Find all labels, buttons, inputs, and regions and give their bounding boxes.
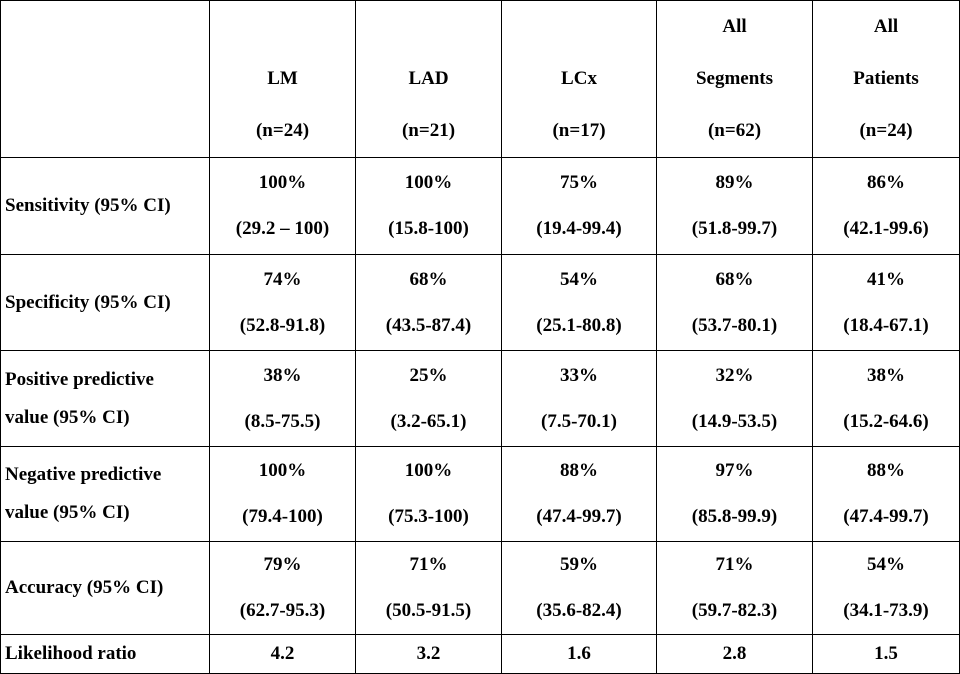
- table-cell: [813, 351, 960, 447]
- cell-value: 100%: [404, 172, 453, 193]
- cell-value: 71%: [715, 554, 754, 575]
- cell-value: 71%: [409, 554, 448, 575]
- table-cell: [657, 351, 813, 447]
- row-label-line: Positive predictive: [5, 368, 154, 390]
- table-cell: [356, 255, 502, 351]
- table-cell: [813, 255, 960, 351]
- likelihood-value: 1.6: [502, 635, 657, 674]
- table-cell: [657, 158, 813, 255]
- column-header-line: [502, 1, 656, 53]
- row-label-likelihood: Likelihood ratio: [1, 635, 210, 674]
- cell-value: 89%: [715, 172, 754, 193]
- column-header-line: Patients: [853, 68, 919, 89]
- table-cell: [813, 158, 960, 255]
- likelihood-value: 4.2: [210, 635, 356, 674]
- cell-ci: (15.8-100): [388, 218, 469, 239]
- row-label-line: Sensitivity (95% CI): [5, 195, 171, 216]
- table-row-likelihood: [1, 635, 960, 674]
- cell-ci: (53.7-80.1): [691, 314, 778, 336]
- table-cell: [502, 351, 657, 447]
- table-row: [1, 351, 960, 447]
- cell-value: 88%: [560, 460, 598, 481]
- table-cell: [502, 447, 657, 542]
- likelihood-value: 3.2: [356, 635, 502, 674]
- cell-ci: (18.4-67.1): [843, 314, 929, 336]
- column-header-line: (n=62): [707, 120, 762, 141]
- row-label-ppv: [1, 351, 210, 447]
- cell-ci: (75.3-100): [388, 506, 469, 527]
- row-label-line: value (95% CI): [5, 406, 130, 428]
- column-header-line: [356, 1, 501, 53]
- cell-ci: (19.4-99.4): [536, 218, 622, 239]
- table-cell: [356, 158, 502, 255]
- row-label-line: Accuracy (95% CI): [5, 577, 164, 598]
- table-row: [1, 447, 960, 542]
- cell-value: 88%: [867, 460, 905, 481]
- column-header-line: LCx: [561, 68, 597, 89]
- column-header-line: (n=17): [552, 120, 606, 141]
- cell-ci: (85.8-99.9): [691, 506, 778, 527]
- cell-ci: (59.7-82.3): [691, 600, 778, 621]
- cell-value: 68%: [715, 268, 754, 290]
- table-cell: [502, 158, 657, 255]
- cell-ci: (35.6-82.4): [536, 600, 622, 621]
- cell-value: 33%: [560, 364, 598, 386]
- likelihood-value: 2.8: [657, 635, 813, 674]
- table-row: [1, 158, 960, 255]
- likelihood-value: 1.5: [813, 635, 960, 674]
- column-header-line: (n=24): [255, 120, 310, 141]
- row-label-line: Specificity (95% CI): [5, 291, 171, 313]
- table-cell: [657, 447, 813, 542]
- cell-ci: (42.1-99.6): [843, 218, 929, 239]
- corner-cell: [1, 1, 210, 158]
- cell-value: 54%: [560, 268, 598, 290]
- table-cell: [210, 542, 356, 635]
- cell-ci: (50.5-91.5): [385, 600, 472, 621]
- table-cell: [356, 447, 502, 542]
- table-cell: [657, 255, 813, 351]
- table-cell: [356, 351, 502, 447]
- row-label-npv: [1, 447, 210, 542]
- cell-ci: (7.5-70.1): [541, 410, 617, 432]
- cell-ci: (47.4-99.7): [536, 506, 622, 527]
- cell-value: 79%: [263, 554, 302, 575]
- cell-value: 25%: [409, 364, 448, 386]
- row-label-sensitivity: [1, 158, 210, 255]
- cell-ci: (62.7-95.3): [239, 600, 326, 621]
- cell-value: 68%: [409, 268, 448, 290]
- header-row: [1, 1, 960, 158]
- column-header-line: All: [722, 16, 747, 37]
- cell-ci: (52.8-91.8): [239, 314, 326, 336]
- table-cell: [502, 542, 657, 635]
- cell-value: 100%: [404, 460, 453, 481]
- row-label-specificity: [1, 255, 210, 351]
- cell-value: 100%: [258, 460, 307, 481]
- cell-ci: (51.8-99.7): [691, 218, 778, 239]
- table-cell: [813, 542, 960, 635]
- table-row: [1, 542, 960, 635]
- cell-value: 59%: [560, 554, 598, 575]
- cell-value: 100%: [258, 172, 307, 193]
- table-cell: [210, 255, 356, 351]
- cell-ci: (3.2-65.1): [390, 410, 467, 432]
- table-cell: [356, 542, 502, 635]
- cell-ci: (14.9-53.5): [691, 410, 778, 432]
- table-cell: [210, 447, 356, 542]
- cell-ci: (29.2 – 100): [235, 218, 330, 239]
- table-cell: [210, 158, 356, 255]
- table-cell: [502, 255, 657, 351]
- row-label-line: value (95% CI): [5, 502, 130, 523]
- row-label-accuracy: [1, 542, 210, 635]
- cell-value: 75%: [560, 172, 598, 193]
- column-header-line: (n=21): [401, 120, 456, 141]
- table-cell: [210, 351, 356, 447]
- column-header-line: Segments: [695, 68, 774, 89]
- column-header-line: All: [873, 16, 899, 37]
- column-header-lcx: [502, 1, 657, 158]
- table-row: [1, 255, 960, 351]
- cell-value: 32%: [715, 364, 754, 386]
- cell-value: 41%: [867, 268, 905, 290]
- cell-value: 54%: [867, 554, 905, 575]
- column-header-line: LAD: [408, 68, 449, 89]
- cell-ci: (47.4-99.7): [843, 506, 929, 527]
- column-header-lad: [356, 1, 502, 158]
- cell-value: 38%: [867, 364, 905, 386]
- cell-value: 97%: [715, 460, 754, 481]
- column-header-line: [210, 1, 355, 53]
- table-cell: [657, 542, 813, 635]
- cell-ci: (8.5-75.5): [244, 410, 321, 432]
- column-header-all-patients: [813, 1, 960, 158]
- cell-value: 38%: [263, 364, 302, 386]
- cell-value: 86%: [867, 172, 905, 193]
- column-header-lm: [210, 1, 356, 158]
- cell-value: 74%: [263, 268, 302, 290]
- column-header-all-segments: [657, 1, 813, 158]
- cell-ci: (79.4-100): [242, 506, 323, 527]
- table-cell: [813, 447, 960, 542]
- cell-ci: (43.5-87.4): [385, 314, 472, 336]
- cell-ci: (25.1-80.8): [536, 314, 622, 336]
- row-label-line: Negative predictive: [5, 464, 162, 485]
- column-header-line: (n=24): [859, 120, 913, 141]
- column-header-line: LM: [267, 68, 298, 89]
- cell-ci: (15.2-64.6): [843, 410, 929, 432]
- cell-ci: (34.1-73.9): [843, 600, 929, 621]
